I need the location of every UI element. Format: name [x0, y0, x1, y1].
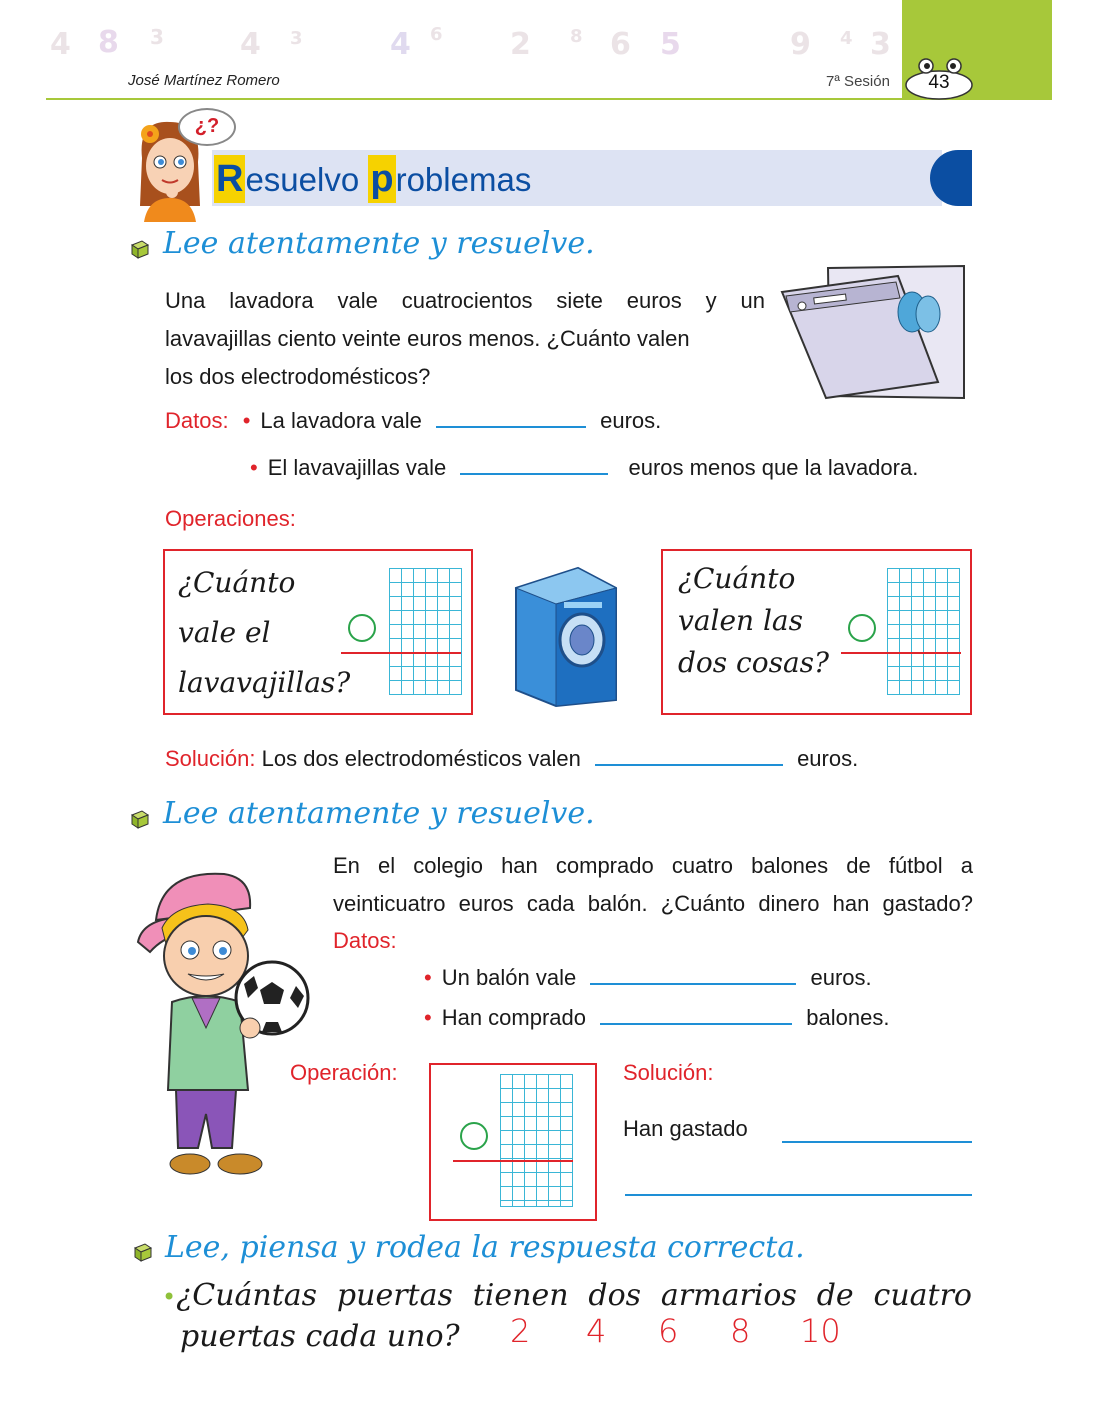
green-cube-icon [128, 238, 150, 260]
box1-line: vale el [178, 616, 271, 649]
green-cube-icon [128, 808, 150, 830]
option-4[interactable]: 4 [586, 1312, 607, 1350]
operaciones-label: Operaciones: [165, 506, 296, 531]
problem-2-line: En el colegio han comprado cuatro balones de fútbol a [333, 853, 973, 878]
boy-with-ball-icon [132, 858, 312, 1188]
operation-sign-circle[interactable] [348, 614, 376, 642]
option-10[interactable]: 10 [800, 1312, 841, 1350]
dishwasher-icon [778, 262, 970, 402]
answer-blank-balon[interactable] [590, 983, 796, 985]
answer-blank-lavadora[interactable] [436, 426, 586, 428]
box2-line: dos cosas? [678, 646, 830, 679]
bullet-green: • [162, 1283, 177, 1311]
digit-deco: 9 [790, 27, 811, 62]
datos-1-unit: euros. [600, 408, 662, 433]
operation-box-2-question [678, 558, 829, 684]
answer-grid[interactable] [389, 568, 462, 695]
problem-1-line: los dos electrodomésticos? [165, 364, 431, 389]
title-word-1: esuelvo [245, 161, 369, 198]
digit-deco: 3 [290, 28, 303, 49]
operation-box-1-question [178, 558, 350, 708]
answer-blank-total[interactable] [595, 764, 783, 766]
bullet: • [424, 1005, 432, 1030]
digit-deco: 8 [570, 26, 583, 47]
operation-sign-circle[interactable] [848, 614, 876, 642]
washing-machine-illustration [510, 560, 622, 708]
digit-deco: 4 [240, 27, 261, 62]
answer-blank-balones[interactable] [600, 1023, 792, 1025]
problem-1-line: lavavajillas ciento veinte euros menos. ¿Cuánto valen [165, 326, 690, 351]
answer-grid[interactable] [887, 568, 960, 695]
datos2-1-text: Un balón vale [441, 965, 577, 990]
digit-deco: 8 [98, 25, 119, 60]
digit-deco: 2 [510, 27, 531, 62]
header-session: 7ª Sesión [826, 73, 890, 90]
instruction-2: Lee atentamente y resuelve. [163, 796, 595, 831]
box1-line: ¿Cuánto [178, 566, 296, 599]
datos-row-2 [250, 449, 918, 487]
operation-line [841, 652, 961, 654]
header-rule [46, 98, 902, 100]
solucion-label-2: Solución: [623, 1060, 714, 1085]
datos-label: Datos: [165, 408, 229, 433]
solucion-label: Solución: [165, 746, 256, 771]
solucion-text: Los dos electrodomésticos valen [261, 746, 581, 771]
instruction-1: Lee atentamente y resuelve. [163, 226, 595, 261]
datos-label-2: Datos: [333, 928, 397, 953]
datos2-row-2 [424, 999, 889, 1037]
page-title [214, 153, 531, 207]
problem-2-text [333, 847, 973, 923]
question-3-line-2: puertas cada uno? [180, 1319, 460, 1354]
han-gastado-text: Han gastado [623, 1116, 748, 1141]
datos2-2-unit: balones. [806, 1005, 890, 1030]
datos-row-1 [165, 402, 661, 440]
title-word-2: roblemas [395, 161, 532, 198]
decorative-digits [40, 22, 900, 62]
thought-text: ¿? [194, 115, 220, 137]
title-cap-r: R [214, 155, 245, 203]
answer-options [510, 1312, 860, 1352]
thought-bubble [178, 108, 236, 146]
header-author: José Martínez Romero [128, 72, 280, 89]
problem-2-line: veinticuatro euros cada balón. ¿Cuánto dinero han gastado? [333, 891, 973, 916]
question-3-line-1: ¿Cuántas puertas tienen dos armarios de cuatro [176, 1278, 972, 1313]
answer-grid[interactable] [500, 1074, 573, 1207]
problem-1-line: Una lavadora vale cuatrocientos siete euros y un [165, 288, 765, 313]
datos-2-text: El lavavajillas vale [267, 455, 447, 480]
green-cube-icon [131, 1241, 153, 1263]
box1-line: lavavajillas? [178, 666, 351, 699]
bullet: • [242, 408, 251, 433]
datos-1-text: La lavadora vale [260, 408, 422, 433]
digit-deco: 4 [840, 28, 853, 49]
operation-sign-circle[interactable] [460, 1122, 488, 1150]
header-digits [40, 22, 900, 62]
answer-blank-lavavajillas[interactable] [460, 473, 608, 475]
problem-1-text [165, 282, 765, 396]
operation-line [341, 652, 461, 654]
datos2-2-text: Han comprado [441, 1005, 587, 1030]
answer-blank-gastado[interactable] [782, 1141, 972, 1143]
operacion-label: Operación: [290, 1060, 398, 1085]
page-badge [904, 56, 974, 100]
option-6[interactable]: 6 [658, 1312, 679, 1350]
option-8[interactable]: 8 [730, 1312, 751, 1350]
digit-deco: 6 [430, 24, 443, 45]
box2-line: ¿Cuánto [678, 562, 796, 595]
solucion-row-1 [165, 740, 858, 778]
instruction-3: Lee, piensa y rodea la respuesta correcta. [165, 1230, 805, 1265]
answer-blank-gastado-2[interactable] [625, 1194, 972, 1196]
bullet: • [424, 965, 432, 990]
page-number: 43 [928, 72, 950, 93]
digit-deco: 4 [390, 27, 411, 62]
boy-illustration [132, 858, 312, 1188]
operation-line [453, 1160, 573, 1162]
box2-line: valen las [678, 604, 803, 637]
bullet: • [250, 455, 258, 480]
solucion-unit: euros. [797, 746, 859, 771]
digit-deco: 5 [660, 27, 681, 62]
digit-deco: 6 [610, 27, 631, 62]
datos2-1-unit: euros. [810, 965, 872, 990]
datos2-row-1 [424, 959, 872, 997]
solucion2-row [623, 1110, 748, 1148]
washing-machine-icon [510, 560, 622, 708]
digit-deco: 3 [150, 25, 164, 49]
title-cap-p: p [368, 155, 395, 203]
option-2[interactable]: 2 [510, 1312, 531, 1350]
digit-deco: 3 [870, 27, 891, 62]
datos-2-unit: euros menos que la lavadora. [628, 455, 919, 480]
digit-deco: 4 [50, 27, 71, 62]
dishwasher-illustration [778, 262, 970, 402]
